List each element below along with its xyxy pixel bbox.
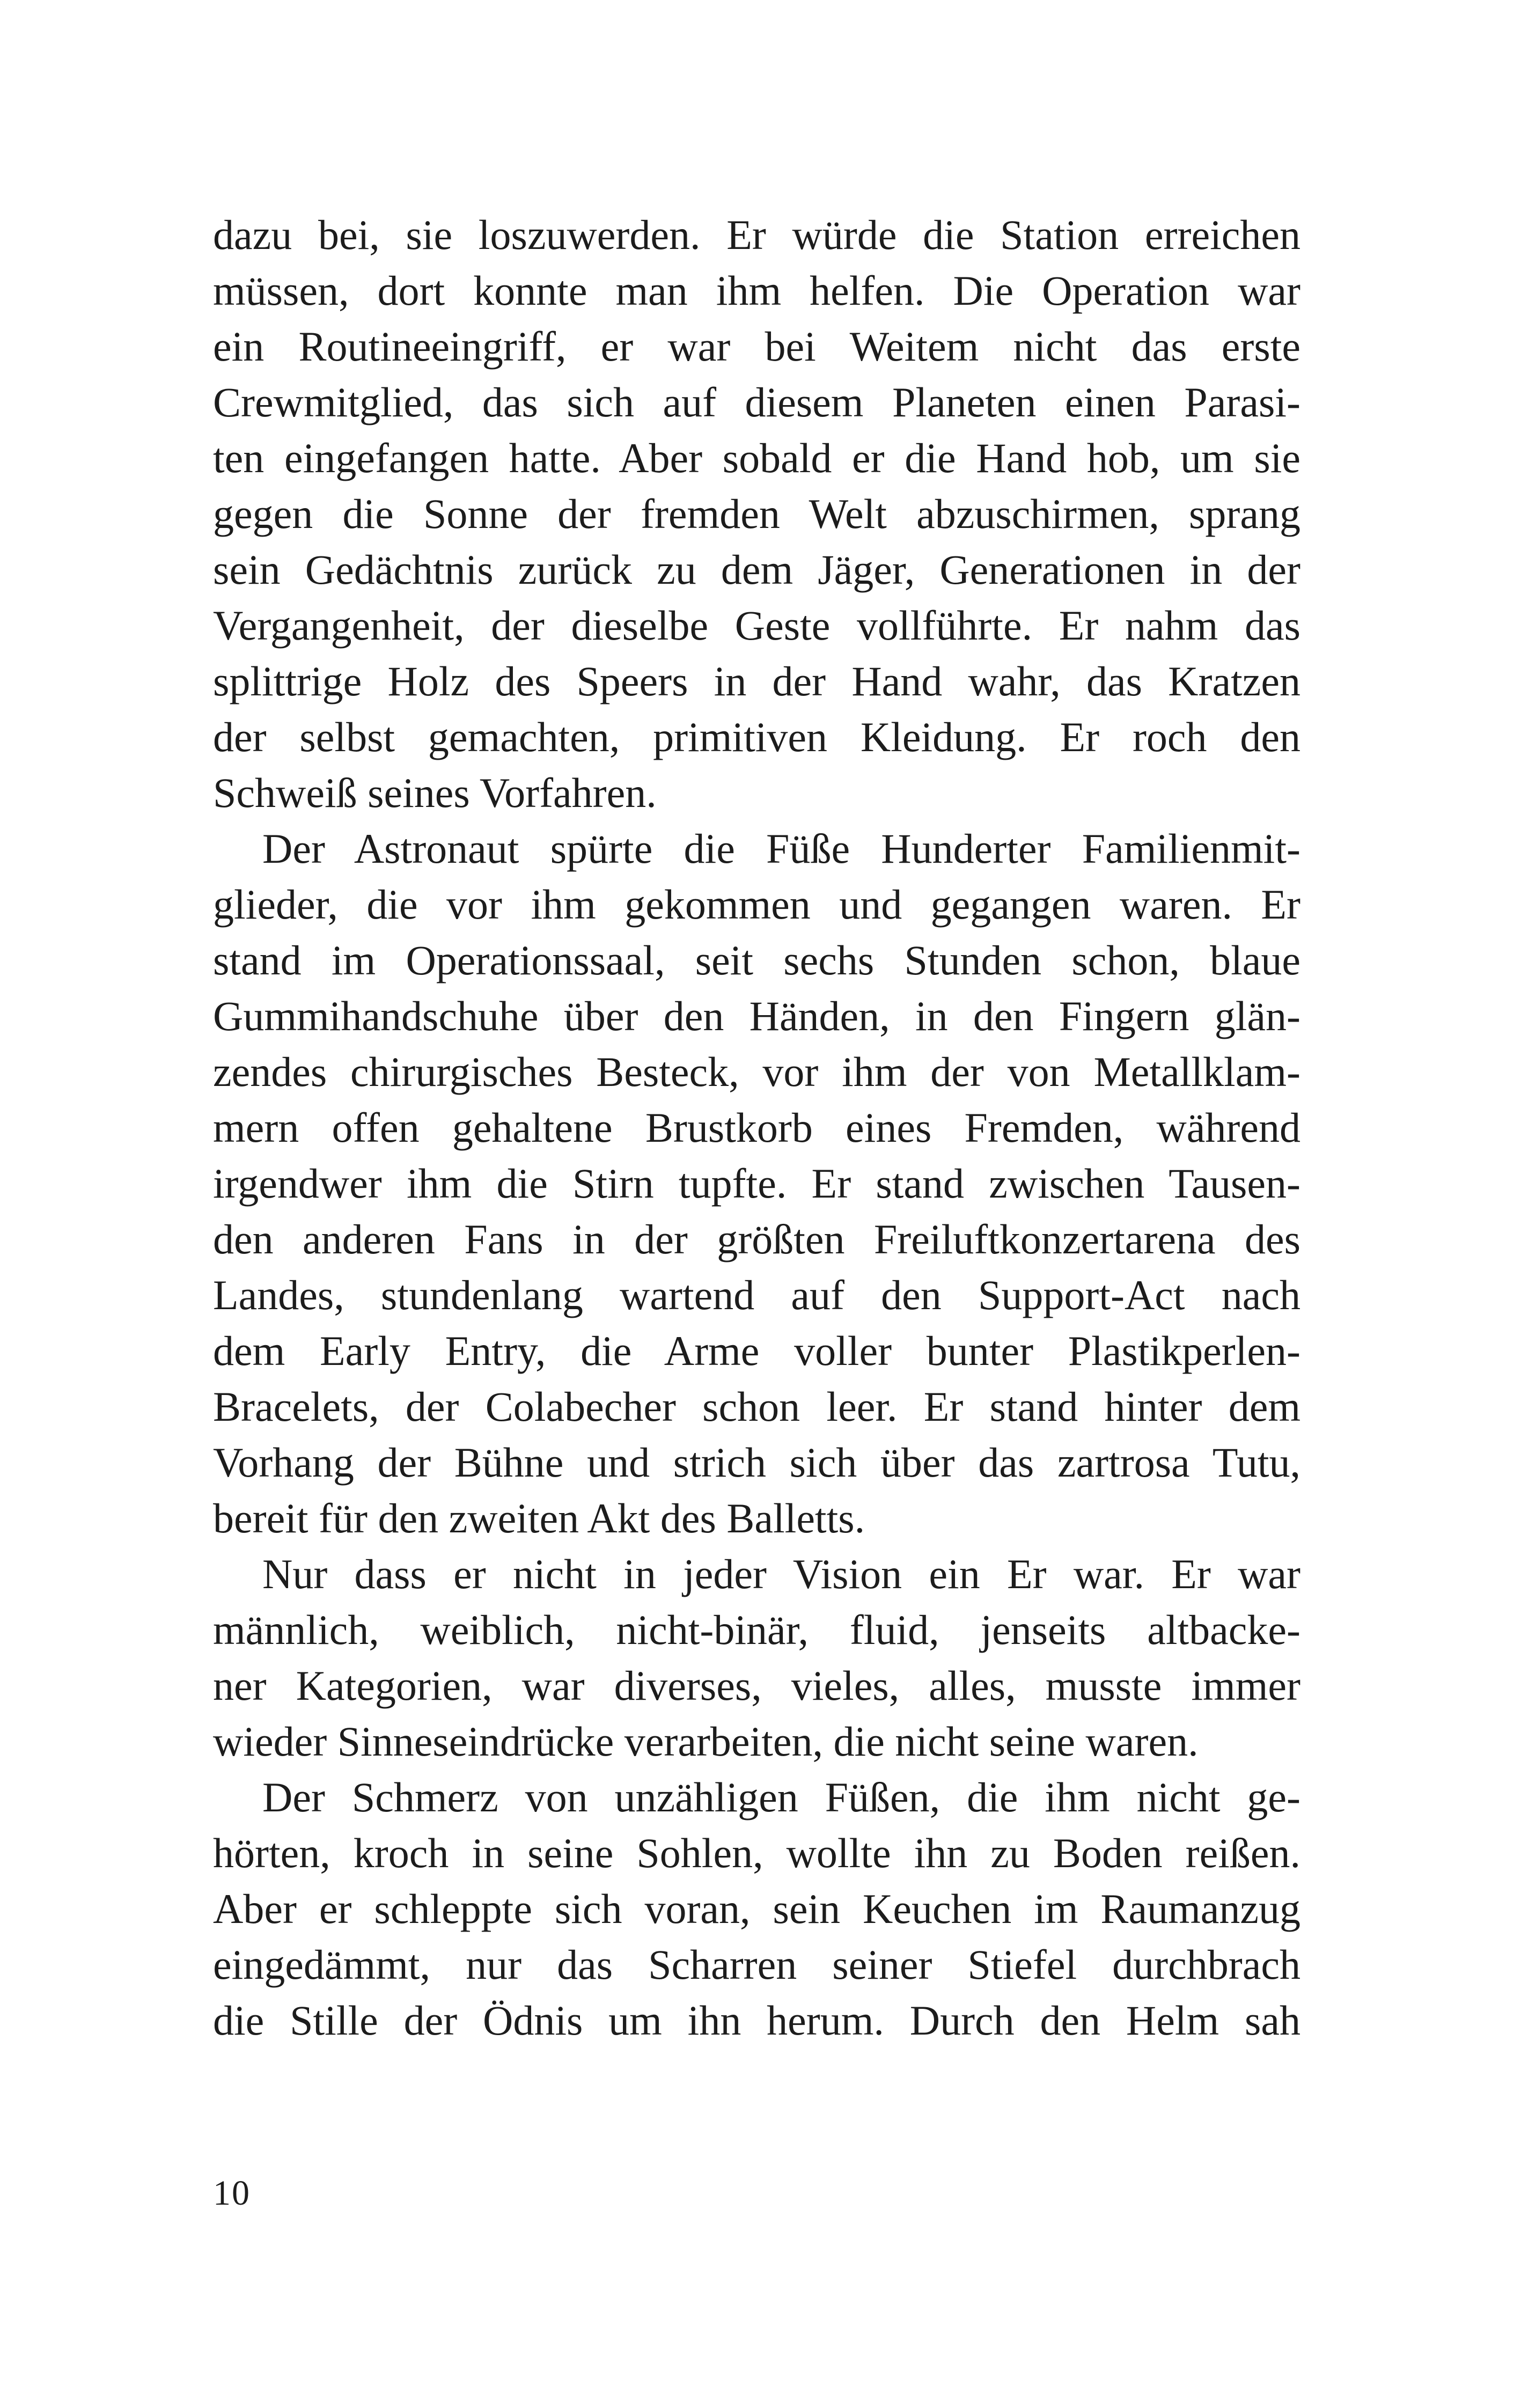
text-line: Nur dass er nicht in jeder Vision ein Er war. Er war (262, 1551, 1300, 1597)
text-line: der selbst gemachten, primitiven Kleidung. Er roch den (213, 714, 1300, 760)
text-line: die Stille der Ödnis um ihn herum. Durch den Helm sah (213, 1997, 1300, 2044)
paragraph (213, 207, 1300, 821)
text-line: ner Kategorien, war diverses, vieles, alles, musste immer (213, 1662, 1300, 1709)
text-line: Crewmitglied, das sich auf diesem Planeten einen Parasi- (213, 379, 1300, 425)
text-line: irgendwer ihm die Stirn tupfte. Er stand zwischen Tausen- (213, 1160, 1300, 1207)
paragraph (213, 821, 1300, 1546)
paragraph (213, 1770, 1300, 2049)
text-line: sein Gedächtnis zurück zu dem Jäger, Generationen in der (213, 546, 1300, 593)
text-line: hörten, kroch in seine Sohlen, wollte ihn zu Boden reißen. (213, 1830, 1300, 1876)
text-line: mern offen gehaltene Brustkorb eines Fremden, während (213, 1104, 1300, 1151)
text-line: gegen die Sonne der fremden Welt abzuschirmen, sprang (213, 490, 1300, 537)
text-line: wieder Sinneseindrücke verarbeiten, die nicht seine waren. (213, 1718, 1199, 1765)
text-line: Der Astronaut spürte die Füße Hunderter Familienmit- (262, 825, 1300, 872)
text-line: eingedämmt, nur das Scharren seiner Stiefel durchbrach (213, 1941, 1300, 1988)
text-line: dem Early Entry, die Arme voller bunter Plastikperlen- (213, 1327, 1300, 1374)
text-line: männlich, weiblich, nicht-binär, fluid, jenseits altbacke- (213, 1606, 1300, 1653)
paragraph (213, 1546, 1300, 1770)
text-line: ten eingefangen hatte. Aber sobald er die Hand hob, um sie (213, 435, 1300, 481)
text-line: Bracelets, der Colabecher schon leer. Er stand hinter dem (213, 1383, 1300, 1430)
text-line: zendes chirurgisches Besteck, vor ihm der von Metallklam- (213, 1048, 1300, 1095)
text-line: den anderen Fans in der größten Freiluftkonzertarena des (213, 1216, 1300, 1262)
text-line: Landes, stundenlang wartend auf den Support-Act nach (213, 1272, 1300, 1318)
text-line: Vergangenheit, der dieselbe Geste vollführte. Er nahm das (213, 602, 1300, 649)
text-line: Aber er schleppte sich voran, sein Keuchen im Raumanzug (213, 1885, 1300, 1932)
body-text (213, 207, 1300, 2049)
text-line: ein Routineeingriff, er war bei Weitem nicht das erste (213, 323, 1300, 370)
text-line: Der Schmerz von unzähligen Füßen, die ihm nicht ge- (262, 1774, 1300, 1820)
text-line: Schweiß seines Vorfahren. (213, 769, 657, 816)
text-line: müssen, dort konnte man ihm helfen. Die Operation war (213, 267, 1300, 314)
text-line: glieder, die vor ihm gekommen und gegangen waren. Er (213, 881, 1300, 928)
text-line: Gummihandschuhe über den Händen, in den Fingern glän- (213, 993, 1300, 1039)
text-line: bereit für den zweiten Akt des Balletts. (213, 1495, 865, 1541)
text-line: dazu bei, sie loszuwerden. Er würde die Station erreichen (213, 211, 1300, 258)
text-line: stand im Operationssaal, seit sechs Stunden schon, blaue (213, 937, 1300, 983)
page-number: 10 (213, 2174, 251, 2213)
text-line: splittrige Holz des Speers in der Hand wahr, das Kratzen (213, 658, 1300, 704)
text-line: Vorhang der Bühne und strich sich über das zartrosa Tutu, (213, 1439, 1300, 1486)
